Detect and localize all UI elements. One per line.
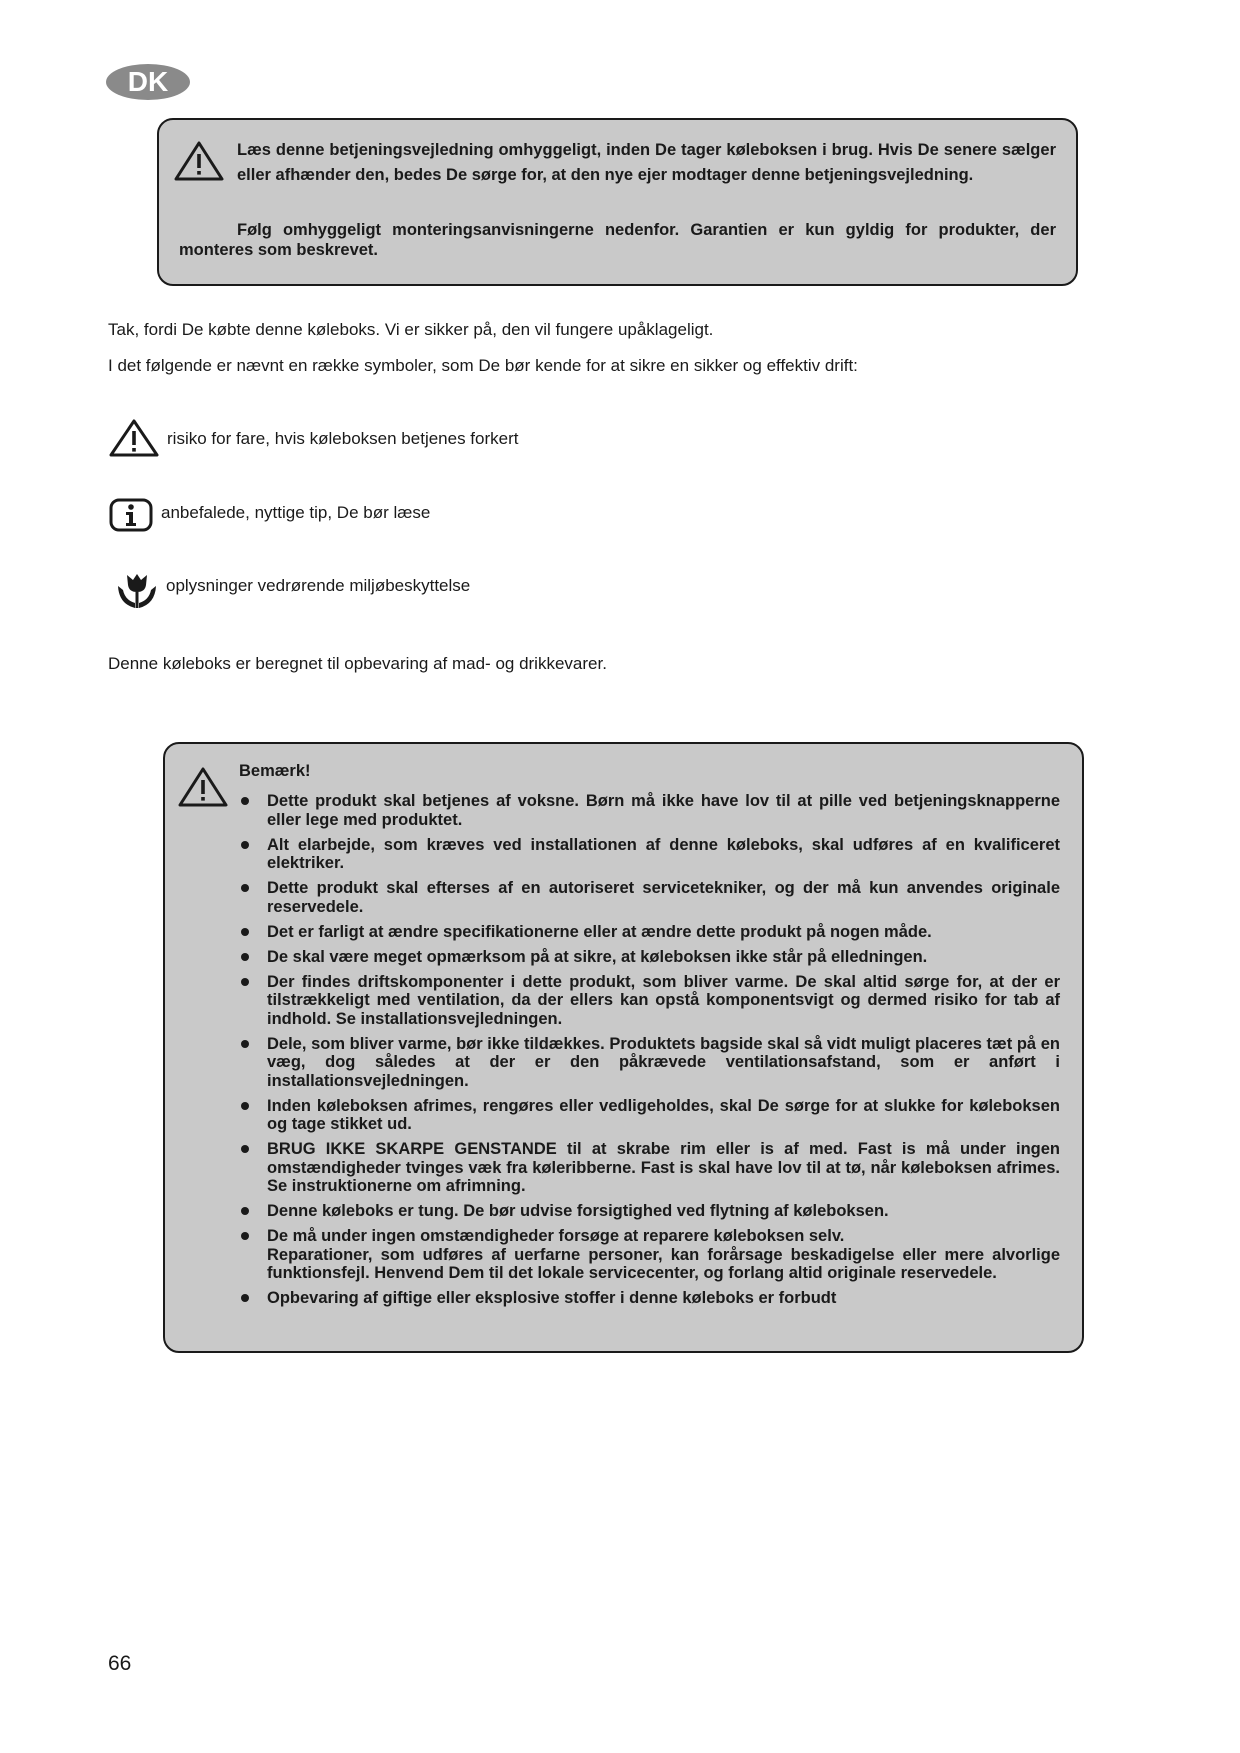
notice-item: Der findes driftskomponenter i dette produkt, som bliver varme. De skal altid sørge for, at der er tilstrækkeligt med ventilation, da der ellers kan opstå komponentsvigt og dermed risiko for tab af indhold. Se installationsvejledningen. <box>239 973 1060 1029</box>
bullet <box>241 1207 249 1215</box>
notice-heading: Bemærk! <box>239 762 311 780</box>
notice-item: Dele, som bliver varme, bør ikke tildækkes. Produktets bagside skal så vidt muligt placeres tæt på en væg, dog således at der er den påkrævede ventilationsafstand, som er anført i installationsvejledningen. <box>239 1035 1060 1091</box>
bullet <box>241 884 249 892</box>
intro-warning-box <box>157 118 1078 286</box>
environment-flower-icon <box>115 570 159 610</box>
bullet <box>241 841 249 849</box>
bullet <box>241 1145 249 1153</box>
notice-item: De må under ingen omstændigheder forsøge at reparere køleboksen selv. Reparationer, som udføres af uerfarne personer, kan forårsage beskadigelse eller mere alvorlige funktionsfejl. Henvend Dem til det lokale servicecenter, og forlang altid originale reservedele. <box>239 1227 1060 1283</box>
bullet <box>241 928 249 936</box>
thanks-text: Tak, fordi De købte denne køleboks. Vi er sikker på, den vil fungere upåklageligt. <box>108 320 714 339</box>
notice-item: Det er farligt at ændre specifikationerne eller at ændre dette produkt på nogen måde. <box>239 923 1060 942</box>
notice-item: De skal være meget opmærksom på at sikre, at køleboksen ikke står på elledningen. <box>239 948 1060 967</box>
symbols-intro: I det følgende er nævnt en række symboler, som De bør kende for at sikre en sikker og effektiv drift: <box>108 356 858 375</box>
warning-triangle-icon <box>108 418 160 458</box>
symbol-label-warning: risiko for fare, hvis køleboksen betjenes forkert <box>167 429 519 448</box>
language-badge: DK <box>106 64 190 100</box>
symbol-label-environment: oplysninger vedrørende miljøbeskyttelse <box>166 576 471 595</box>
bullet <box>241 1102 249 1110</box>
bullet <box>241 1294 249 1302</box>
bullet <box>241 953 249 961</box>
intro-paragraph-2: Følg omhyggeligt monteringsanvisningerne nedenfor. Garantien er kun gyldig for produkter, der monteres som beskrevet. <box>179 221 1056 259</box>
intro-paragraph-1: Læs denne betjeningsvejledning omhyggeligt, inden De tager køleboksen i brug. Hvis De senere sælger eller afhænder den, bedes De sørge for, at den nye ejer modtager denne betjeningsvejledning. <box>237 141 1056 184</box>
notice-item: Dette produkt skal efterses af en autoriseret servicetekniker, og der må kun anvendes originale reservedele. <box>239 879 1060 916</box>
warning-triangle-icon <box>177 766 229 808</box>
bullet <box>241 1232 249 1240</box>
notice-list <box>239 792 1060 1314</box>
notice-item: Alt elarbejde, som kræves ved installationen af denne køleboks, skal udføres af en kvalificeret elektriker. <box>239 836 1060 873</box>
notice-item: Opbevaring af giftige eller eksplosive stoffer i denne køleboks er forbudt <box>239 1289 1060 1308</box>
page-number: 66 <box>108 1652 132 1675</box>
symbol-label-info: anbefalede, nyttige tip, De bør læse <box>161 503 431 522</box>
warning-triangle-icon <box>173 140 225 182</box>
notice-item: Inden køleboksen afrimes, rengøres eller vedligeholdes, skal De sørge for at slukke for køleboksen og tage stikket ud. <box>239 1097 1060 1134</box>
notice-box <box>163 742 1084 1353</box>
notice-item: BRUG IKKE SKARPE GENSTANDE til at skrabe rim eller is af med. Fast is må under ingen omstændigheder tvinges væk fra køleribberne. Fast is skal have lov til at tø, når køleboksen afrimes. Se instruktionerne om afrimning. <box>239 1140 1060 1196</box>
info-icon <box>109 498 153 532</box>
notice-item: Denne køleboks er tung. De bør udvise forsigtighed ved flytning af køleboksen. <box>239 1202 1060 1221</box>
notice-item: Dette produkt skal betjenes af voksne. Børn må ikke have lov til at pille ved betjeningsknapperne eller lege med produktet. <box>239 792 1060 829</box>
bullet <box>241 978 249 986</box>
bullet <box>241 1040 249 1048</box>
bullet <box>241 797 249 805</box>
purpose-text: Denne køleboks er beregnet til opbevaring af mad- og drikkevarer. <box>108 654 607 673</box>
